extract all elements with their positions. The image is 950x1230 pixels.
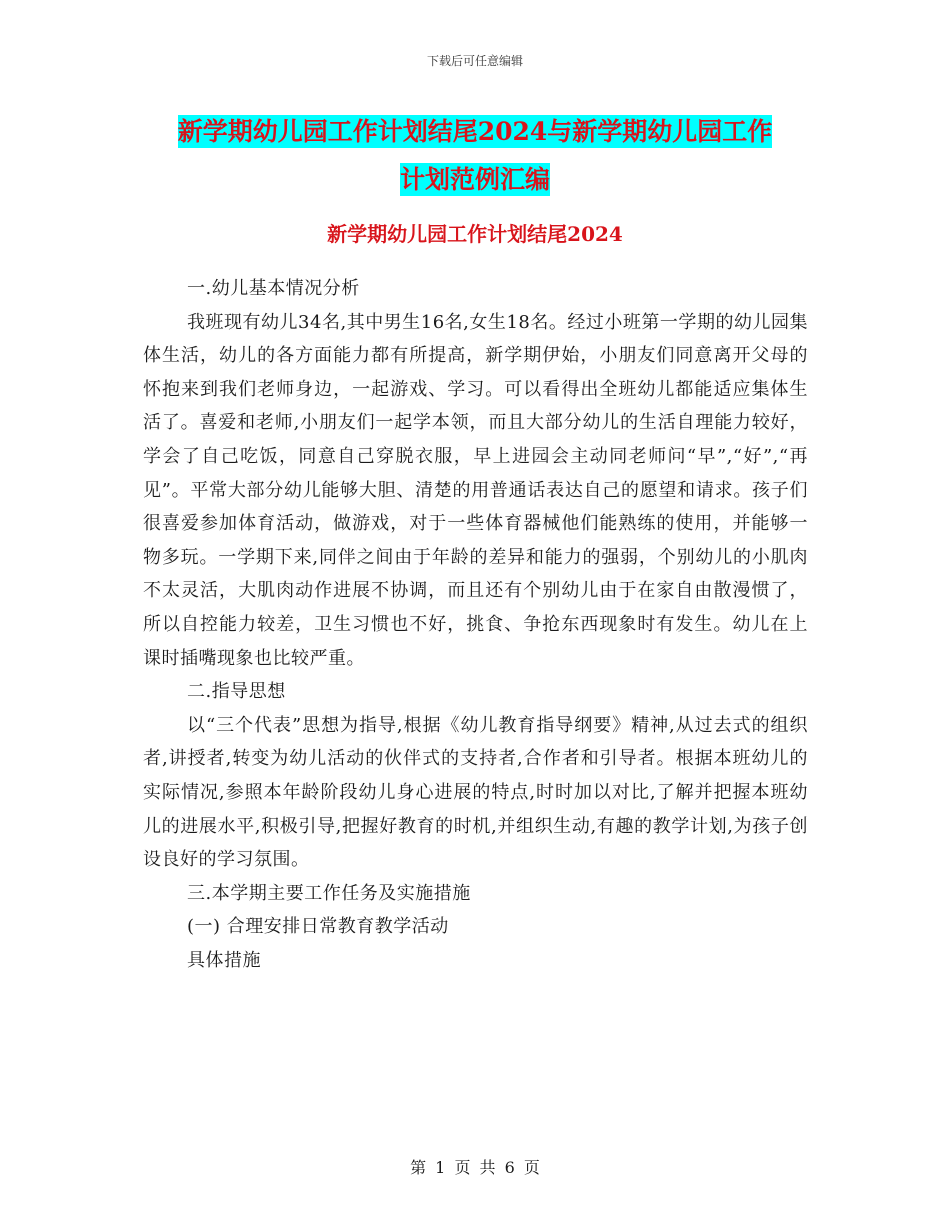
- heading-main-tasks: 三.本学期主要工作任务及实施措施: [187, 882, 471, 904]
- page-footer: 第 1 页 共 6 页: [410, 1158, 540, 1177]
- document-title: [0, 108, 950, 204]
- document-body: [143, 272, 808, 977]
- header-note: 下载后可任意编辑: [426, 54, 523, 68]
- section-title: 新学期幼儿园工作计划结尾2024: [327, 222, 623, 246]
- paragraph-child-analysis: 我班现有幼儿34名,其中男生16名,女生18名。经过小班第一学期的幼儿园集体生活，幼儿的各方面能力都有所提高，新学期伊始，小朋友们同意离开父母的怀抱来到我们老师身边，一起游戏、学习。可以看得出全班幼儿都能适应集体生活了。喜爱和老师,小朋友们一起学本领，而且大部分幼儿的生活自理能力较好，学会了自己吃饭，同意自己穿脱衣服，早上进园会主动同老师问“早”,“好”,“再见”。平常大部分幼儿能够大胆、清楚的用普通话表达自己的愿望和请求。孩子们很喜爱参加体育活动，做游戏，对于一些体育器械他们能熟练的使用，并能够一物多玩。一学期下来,同伴之间由于年龄的差异和能力的强弱，个别幼儿的小肌肉不太灵活，大肌肉动作进展不协调，而且还有个别幼儿由于在家自由散漫惯了，所以自控能力较差，卫生习惯也不好，挑食、争抢东西现象时有发生。幼儿在上课时插嘴现象也比较严重。: [143, 311, 808, 669]
- heading-child-analysis: 一.幼儿基本情况分析: [187, 278, 360, 299]
- subheading-measures: 具体措施: [187, 949, 261, 971]
- subheading-daily-activities: (一) 合理安排日常教育教学活动: [187, 916, 449, 938]
- document-title-line-1: 新学期幼儿园工作计划结尾2024与新学期幼儿园工作: [177, 117, 773, 146]
- heading-guiding-thought: 二.指导思想: [187, 681, 286, 703]
- document-title-line-2: 计划范例汇编: [399, 165, 550, 194]
- paragraph-guiding-thought: 以“三个代表”思想为指导,根据《幼儿教育指导纲要》精神,从过去式的组织者,讲授者,转变为幼儿活动的伙伴式的支持者,合作者和引导者。根据本班幼儿的实际情况,参照本年龄阶段幼儿身心进展的特点,时时加以对比,了解并把握本班幼儿的进展水平,积极引导,把握好教育的时机,并组织生动,有趣的教学计划,为孩子创设良好的学习氛围。: [143, 714, 808, 871]
